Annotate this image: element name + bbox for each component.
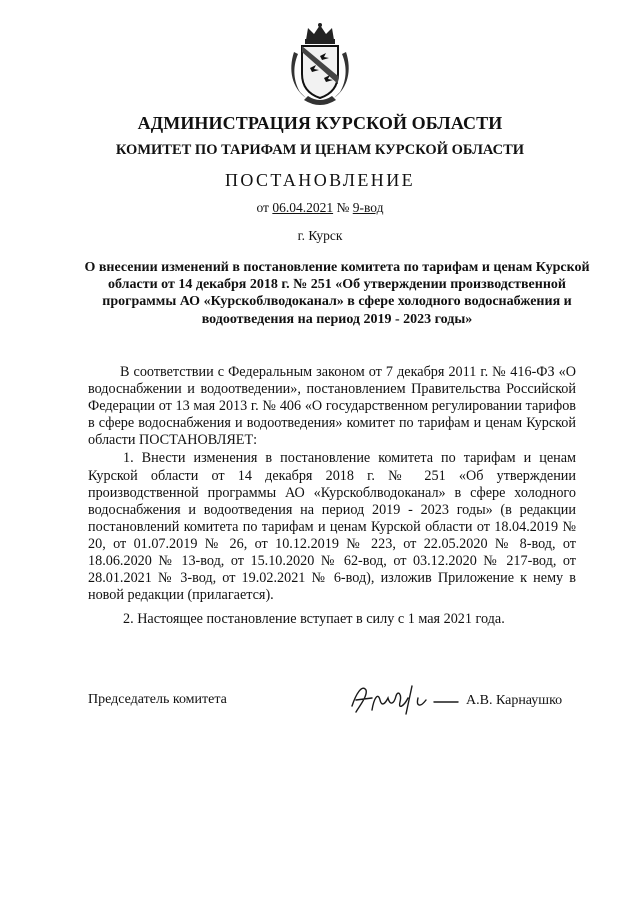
document-number: 9-вод [352, 200, 384, 215]
committee-name: КОМИТЕТ ПО ТАРИФАМ И ЦЕНАМ КУРСКОЙ ОБЛАСТИ [115, 142, 525, 158]
document-city: г. Курск [297, 228, 343, 243]
signatory-title: Председатель комитета [88, 692, 227, 707]
document-body [88, 364, 576, 628]
item-2-paragraph: 2. Настоящее постановление вступает в силу с 1 мая 2021 года. [123, 611, 505, 628]
signature-icon [346, 672, 464, 724]
date-prefix: от [256, 200, 273, 215]
item-1-paragraph: 1. Внести изменения в постановление комитета по тарифам и ценам Курской области от 14 декабря 2018 г. № 251 «Об утверждении производственной программы АО «Курскоблводоканал» в сфере холодного водоснабжения и водоотведения на период 2019 - 2023 годы» (в редакции постановлений комитета по тарифам и ценам Курской области от 18.04.2019 № 20, от 01.07.2019 № 26, от 10.12.2019 № 223, от 22.05.2020 № 8-вод, от 18.06.2020 № 13-вод, от 15.10.2020 № 62-вод, от 03.12.2020 № 217-вод, от 28.01.2021 № 3-вод, от 19.02.2021 № 6-вод), изложив Приложение к нему в новой редакции (прилагается). [88, 450, 576, 604]
preamble-paragraph: В соответствии с Федеральным законом от 7 декабря 2011 г. № 416-ФЗ «О водоснабжении и водоотведении», постановлением Правительства Российской Федерации от 13 мая 2013 г. № 406 «О государственном регулировании тарифов в сфере водоснабжения и водоотведения» комитет по тарифам и ценам Курской области ПОСТАНОВЛЯЕТ: [88, 364, 576, 449]
document-date-number [0, 200, 640, 216]
org-name: АДМИНИСТРАЦИЯ КУРСКОЙ ОБЛАСТИ [137, 113, 503, 133]
document-date: 06.04.2021 [272, 200, 334, 215]
document-type: ПОСТАНОВЛЕНИЕ [224, 170, 416, 190]
document-subject: О внесении изменений в постановление комитета по тарифам и ценам Курской области от 14 декабря 2018 г. № 251 «Об утверждении производственной программы АО «Курскоблводоканал» в сфере холодного водоснабжения и водоотведения на период 2019 - 2023 годы» [84, 260, 590, 327]
signatory-name: А.В. Карнаушко [466, 693, 563, 708]
number-prefix: № [333, 200, 353, 215]
coat-of-arms-icon [286, 22, 354, 106]
